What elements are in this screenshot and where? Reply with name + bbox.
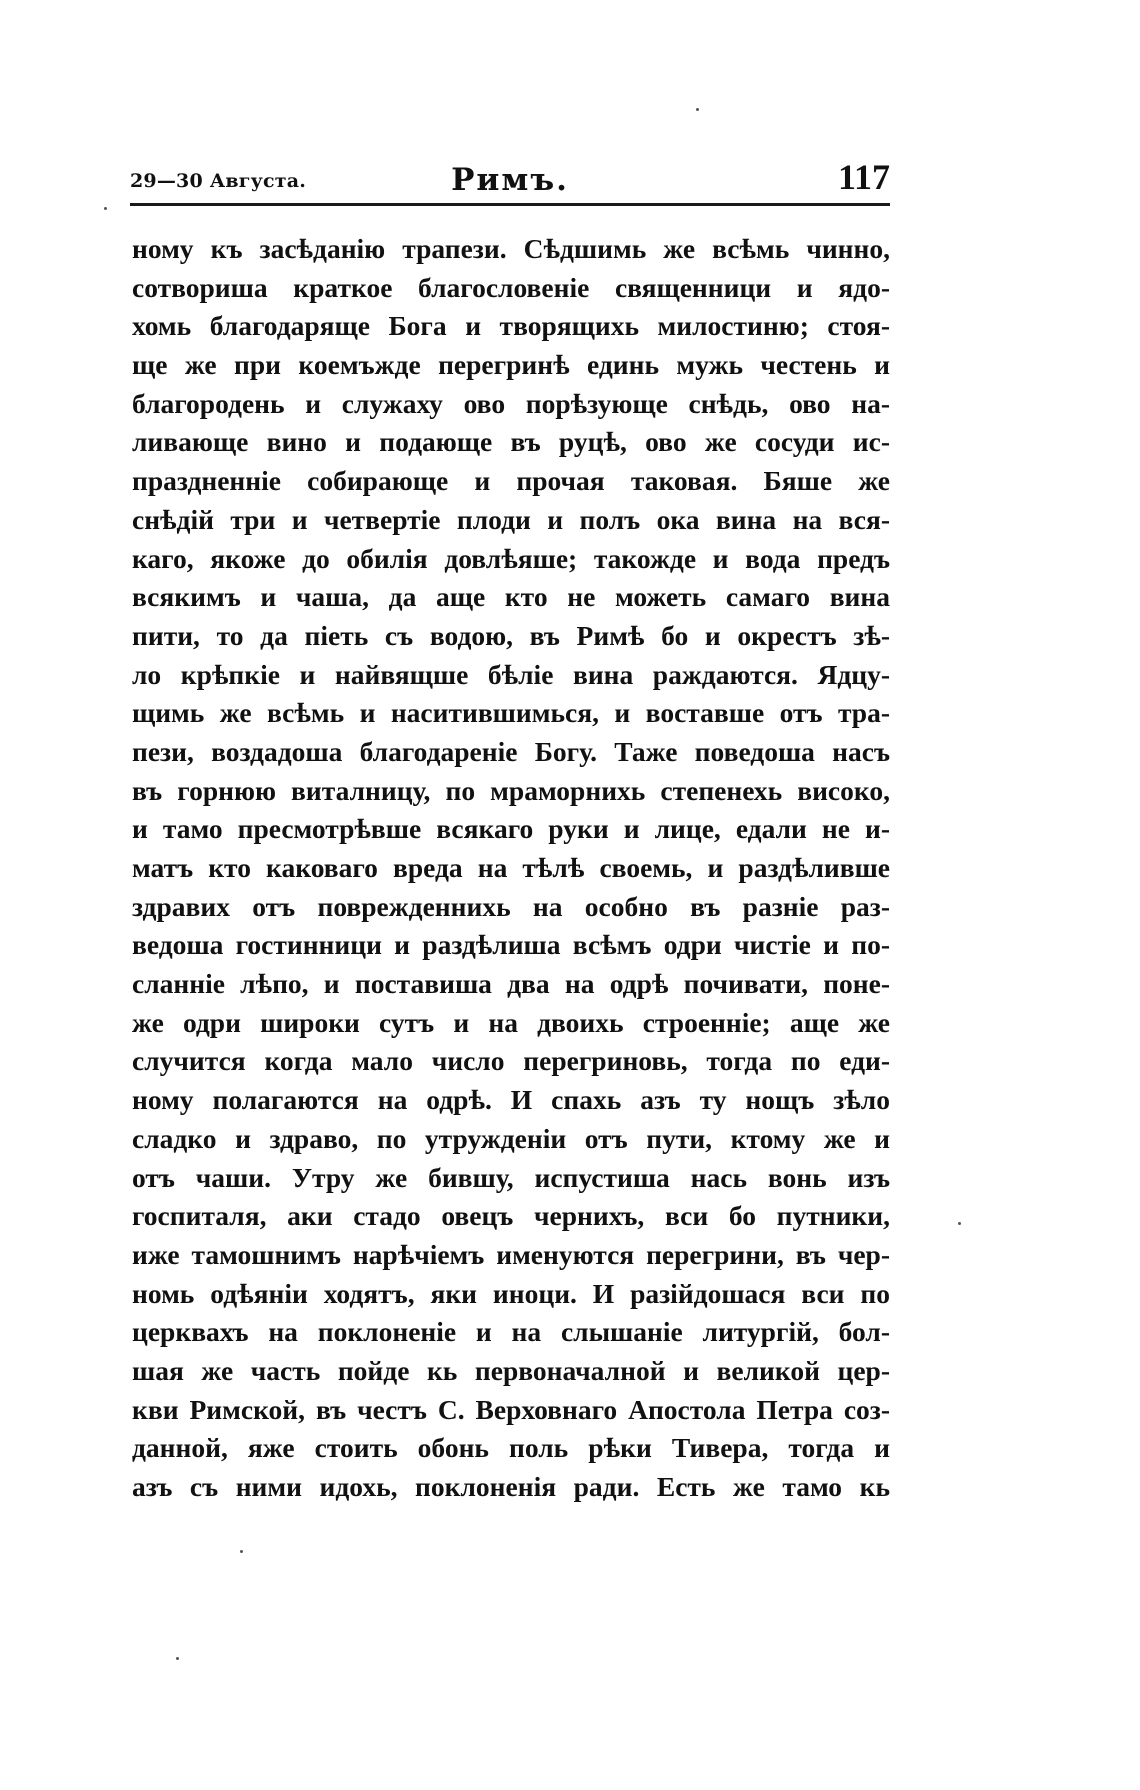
text-line: случится когда мало число перегриновь, тогда по еди- [132,1045,890,1077]
print-speck [696,108,699,111]
text-line: сланніе лѣпо, и поставиша два на одрѣ почивати, поне- [132,968,890,1000]
header-title: Римъ. [451,162,569,198]
text-line: ному къ засѣданію трапези. Сѣдшимь же всѣмь чинно, [132,233,890,264]
text-line: пези, воздадоша благодареніе Богу. Таже поведоша насъ [132,735,890,767]
print-speck [176,1657,179,1660]
text-line: кви Римской, въ честъ С. Верховнаго Апостола Петра соз- [132,1393,890,1425]
text-line: отъ чаши. Утру же бившу, испустиша нась вонь изъ [132,1161,890,1193]
text-line: ло крѣпкіе и найвящше бѣліе вина раждаются. Ядцу- [132,658,890,690]
text-line: благородень и служаху ово порѣзующе снѣдь, ово на- [132,387,890,419]
print-speck [240,1550,243,1553]
text-line: здравих отъ поврежденнихь на особно въ разніе раз- [132,890,890,922]
text-line: же одри широки сутъ и на двоихь строенніе; аще же [132,1006,890,1038]
text-line: ливающе вино и подающе въ руцѣ, ово же сосуди ис- [132,426,890,458]
text-line: каго, якоже до обилія довлѣяше; такожде и вода предъ [132,542,890,574]
text-line: ведоша гостинници и раздѣлиша всѣмъ одри чистіе и по- [132,929,890,961]
text-line: номь одѣяніи ходятъ, яки иноци. И разійдошася вси по [132,1277,890,1309]
running-header [130,152,890,198]
text-line: щимь же всѣмь и наситившимься, и воставше отъ тра- [132,697,890,729]
text-line: данной, яже стоить обонь поль рѣки Тивера, тогда и [132,1432,890,1464]
print-speck [104,207,107,210]
text-line: матъ кто каковаго вреда на тѣлѣ своемь, и раздѣливше [132,852,890,883]
text-line: снѣдій три и четвертіе плоди и полъ ока вина на вся- [132,503,890,535]
text-line: и тамо пресмотрѣвше всякаго руки и лице, едали не и- [132,813,890,845]
text-line: всякимъ и чаша, да аще кто не можеть самаго вина [132,581,890,613]
text-line: иже тамошнимъ нарѣчіемъ именуются перегрини, въ чер- [132,1238,890,1270]
header-rule [130,203,890,206]
text-line: ще же при коемъжде перегринѣ единь мужь честень и [132,349,890,381]
header-date-range: 29—30 Августа. [130,170,307,192]
text-line: пити, то да піеть съ водою, въ Римѣ бо и окрестъ зѣ- [132,619,890,651]
print-speck [958,1222,961,1225]
text-line: хомь благодаряще Бога и творящихь милостиню; стоя- [132,310,890,342]
text-line: госпиталя, аки стадо овецъ чернихъ, вси бо путники, [132,1200,890,1232]
text-line: азъ съ ними идохь, поклоненія ради. Есть же тамо кь [132,1471,890,1502]
text-line: церквахъ на поклоненіе и на слышаніе литургій, бол- [132,1316,890,1348]
text-line: шая же часть пойде кь первоначалной и великой цер- [132,1354,890,1386]
body-text [132,230,890,1507]
page-number: 117 [837,157,890,197]
text-line: сладко и здраво, по утружденіи отъ пути, ктому же и [132,1122,890,1154]
text-line: сотвориша краткое благословеніе священници и ядо- [132,271,890,303]
text-line: въ горнюю виталницу, по мраморнихь степенехь високо, [132,774,890,806]
text-line: ному полагаются на одрѣ. И спахь азъ ту нощъ зѣло [132,1084,890,1116]
text-line: праздненніе собирающе и прочая таковая. Бяше же [132,465,890,497]
